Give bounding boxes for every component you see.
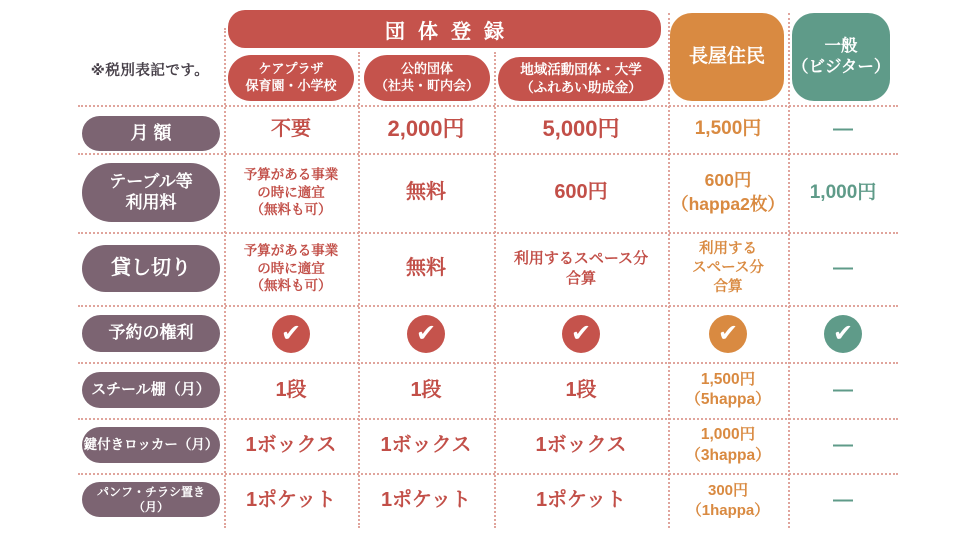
- table-cell: [496, 105, 666, 153]
- column-header-line: 一般: [824, 36, 858, 55]
- table-cell: [790, 473, 896, 528]
- column-header-line: 地域活動団体・大学: [520, 62, 642, 78]
- cell-line: 不要: [271, 117, 311, 140]
- cell-line: （無料も可）: [250, 202, 332, 218]
- table-cell: [496, 153, 666, 232]
- table-cell: [226, 362, 356, 418]
- row-label-line: 鍵付きロッカー（月）: [83, 437, 219, 453]
- cell-line: 1,000円: [809, 181, 877, 203]
- table-cell: [670, 418, 786, 473]
- column-header-line: 長屋住民: [688, 45, 765, 67]
- cell-line: —: [833, 434, 853, 457]
- reservation-right-cell: [670, 305, 786, 362]
- cell-line: 1,500円: [694, 118, 762, 140]
- reservation-right-cell: [360, 305, 492, 362]
- table-cell: [360, 362, 492, 418]
- cell-line: 1ポケット: [245, 489, 337, 512]
- cell-line: の時に適宜: [257, 260, 325, 276]
- cell-line: （1happa）: [686, 501, 770, 519]
- reservation-right-cell: [226, 305, 356, 362]
- cell-line: —: [833, 257, 853, 280]
- row-label-line: 貸し切り: [111, 256, 191, 279]
- row-label-line: 利用料: [125, 192, 177, 212]
- table-cell: [226, 232, 356, 305]
- cell-line: 1ボックス: [535, 434, 627, 457]
- column-header-line: 公的団体: [400, 61, 453, 77]
- column-header-community-group: [498, 57, 664, 101]
- row-label: [82, 163, 220, 222]
- cell-line: 予算がある事業: [243, 242, 339, 258]
- table-cell: [226, 418, 356, 473]
- cell-line: 300円: [707, 481, 749, 499]
- cell-line: 600円: [704, 170, 752, 191]
- check-icon: ✔: [824, 315, 862, 353]
- cell-line: 5,000円: [542, 116, 620, 142]
- cell-line: 2,000円: [387, 116, 465, 142]
- cell-line: —: [833, 489, 853, 512]
- cell-line: 無料: [406, 181, 446, 204]
- row-label: [82, 427, 220, 463]
- cell-line: 1ポケット: [380, 489, 472, 512]
- table-cell: [790, 232, 896, 305]
- row-label-line: 月 額: [130, 122, 172, 143]
- table-cell: [790, 153, 896, 232]
- table-cell: [496, 418, 666, 473]
- check-icon: ✔: [562, 315, 600, 353]
- table-cell: [790, 105, 896, 153]
- check-icon: ✔: [272, 315, 310, 353]
- column-header-line: （社共・町内会）: [374, 78, 479, 93]
- group-registration-label: 団体登録: [385, 20, 517, 43]
- table-cell: [670, 473, 786, 528]
- table-cell: [360, 153, 492, 232]
- cell-line: 合算: [713, 279, 743, 296]
- row-label-line: 予約の権利: [108, 323, 194, 343]
- table-cell: [226, 473, 356, 528]
- column-header-line: （ふれあい助成金）: [520, 80, 642, 95]
- table-cell: [360, 105, 492, 153]
- cell-line: 利用するスペース分: [513, 249, 649, 267]
- table-cell: [670, 362, 786, 418]
- cell-line: の時に適宜: [257, 184, 325, 200]
- table-cell: [226, 153, 356, 232]
- table-cell: [670, 232, 786, 305]
- reservation-right-cell: [496, 305, 666, 362]
- row-label: [82, 245, 220, 292]
- row-label-line: テーブル等: [109, 172, 193, 192]
- cell-line: 1ボックス: [245, 434, 337, 457]
- table-cell: [670, 105, 786, 153]
- cell-line: 1段: [410, 378, 442, 401]
- table-cell: [496, 473, 666, 528]
- cell-line: 1段: [565, 378, 597, 401]
- column-header-nagaya-resident: [670, 13, 784, 101]
- tax-note: ※税別表記です。: [90, 63, 210, 79]
- cell-line: スペース分: [692, 259, 764, 276]
- column-header-line: ケアプラザ: [258, 61, 324, 77]
- table-cell: [360, 232, 492, 305]
- table-cell: [360, 473, 492, 528]
- cell-line: （3happa）: [685, 446, 771, 464]
- row-label-line: スチール棚（月）: [91, 381, 211, 399]
- row-label: [82, 482, 220, 517]
- row-label: [82, 372, 220, 408]
- table-cell: [496, 232, 666, 305]
- cell-line: —: [833, 117, 853, 140]
- cell-line: 600円: [554, 181, 608, 204]
- table-cell: [790, 418, 896, 473]
- table-cell: [360, 418, 492, 473]
- cell-line: （happa2枚）: [671, 193, 785, 214]
- cell-line: （無料も可）: [250, 278, 332, 294]
- check-icon: ✔: [407, 315, 445, 353]
- cell-line: 利用する: [699, 240, 757, 257]
- column-header-line: 保育園・小学校: [245, 78, 337, 93]
- cell-line: 1ポケット: [535, 489, 627, 512]
- cell-line: 1ボックス: [380, 434, 472, 457]
- table-cell: [226, 105, 356, 153]
- row-label-line: パンフ・チラシ置き（月）: [96, 485, 205, 514]
- cell-line: （5happa）: [685, 391, 771, 408]
- cell-line: 無料: [406, 257, 446, 280]
- check-icon: ✔: [709, 315, 747, 353]
- cell-line: 1,000円: [700, 426, 756, 444]
- row-label: [82, 116, 220, 151]
- cell-line: 合算: [565, 269, 596, 287]
- cell-line: —: [833, 378, 853, 401]
- group-registration-header: [228, 10, 661, 48]
- cell-line: 予算がある事業: [243, 166, 339, 182]
- table-cell: [496, 362, 666, 418]
- column-header-public-org: [364, 55, 490, 101]
- table-cell: [670, 153, 786, 232]
- cell-line: 1段: [275, 378, 307, 401]
- column-header-general-visitor: [792, 13, 890, 101]
- row-label: [82, 315, 220, 352]
- column-header-care-plaza: [228, 55, 354, 101]
- column-header-line: （ビジター）: [792, 58, 891, 76]
- table-cell: [790, 362, 896, 418]
- cell-line: 1,500円: [700, 370, 756, 388]
- reservation-right-cell: [790, 305, 896, 362]
